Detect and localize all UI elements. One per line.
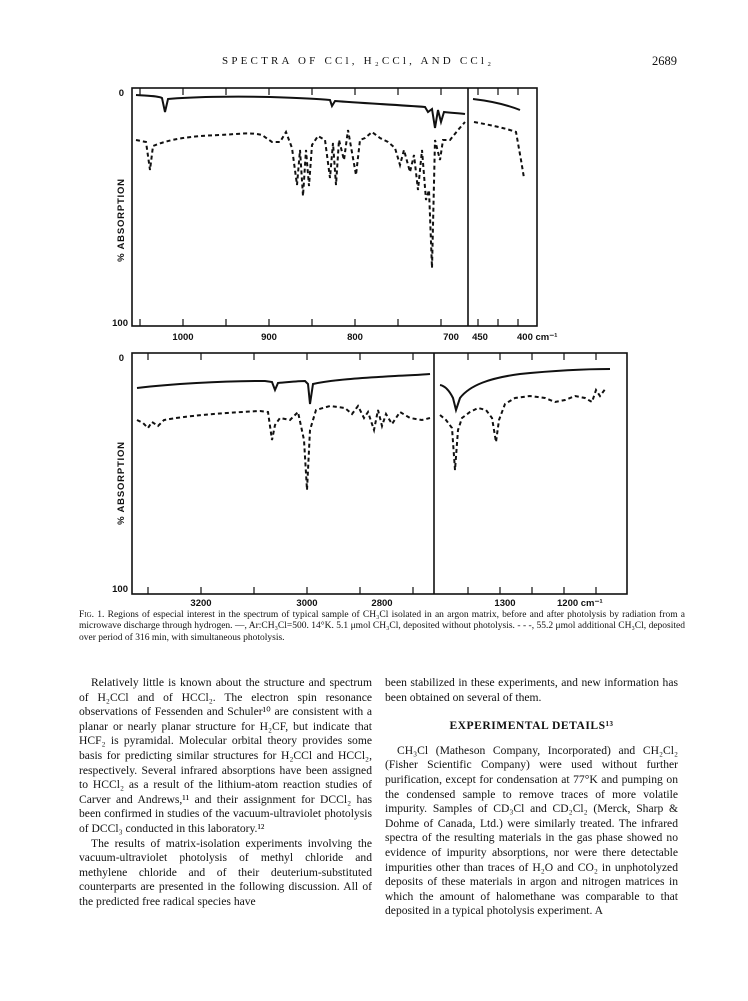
- bottom-dashed-trace: [137, 406, 430, 490]
- top-panel-bottom-ticks: [140, 319, 518, 326]
- bottom-x-tick-1200: 1200 cm⁻¹: [557, 598, 603, 609]
- top-solid-trace-right: [473, 99, 520, 110]
- bottom-solid-trace: [137, 374, 430, 404]
- bottom-x-tick-2800: 2800: [371, 598, 393, 609]
- right-paragraph-1: been stabilized in these experiments, and new information has been obtained on several of them.: [385, 676, 678, 704]
- figure-caption-label: Fig. 1.: [79, 610, 105, 620]
- bottom-x-tick-3200: 3200: [190, 598, 212, 609]
- top-y-axis-label: % ABSORPTION: [116, 178, 127, 262]
- right-column: [385, 676, 678, 919]
- top-dashed-trace: [136, 122, 465, 268]
- top-panel-top-ticks: [140, 88, 518, 95]
- bottom-y-tick-top: 0: [118, 353, 124, 364]
- running-title: SPECTRA OF CCl, H₂CCl, AND CCl₂: [222, 55, 495, 67]
- top-panel-frame: [132, 88, 537, 326]
- bottom-y-tick-bottom: 100: [112, 584, 128, 595]
- figure-caption: [79, 610, 685, 644]
- bottom-x-tick-3000: 3000: [296, 598, 318, 609]
- top-x-tick-1000: 1000: [172, 332, 194, 343]
- left-paragraph-2: The results of matrix-isolation experiments involving the vacuum-ultraviolet photolysis of methyl chloride and methylene chloride and of their deuterium-substituted counterparts are presented in the following discussion. All of the predicted free radical species have: [79, 836, 372, 908]
- right-paragraph-2: CH₃Cl (Matheson Company, Incorporated) and CH₂Cl₂ (Fisher Scientific Company) were used without further purification, except for condensation at 77°K and pumping on the condensed sample to remove traces of more volatile impurity. Samples of CD₃Cl and CD₂Cl₂ (Merck, Sharp & Dohme of Canada, Ltd.) were similarly treated. The infrared spectra of the resulting materials in the gas phase showed no evidence of impurity absorptions, nor were there detectable impurities other than traces of H₂O and CO₂ in unphotolyzed deposits of these materials in argon and nitrogen matrices in which the amount of halomethane was comparable to that deposited in a typical photolysis experiment. A: [385, 743, 678, 918]
- top-solid-trace: [136, 95, 465, 128]
- bottom-panel-top-ticks: [148, 353, 596, 360]
- top-y-tick-bottom: 100: [112, 318, 128, 329]
- bottom-panel: [112, 353, 627, 609]
- section-heading: EXPERIMENTAL DETAILS¹³: [449, 719, 614, 733]
- bottom-solid-trace-right: [440, 369, 610, 410]
- top-panel: [112, 88, 557, 343]
- top-x-tick-900: 900: [261, 332, 277, 343]
- left-paragraph-1: Relatively little is known about the structure and spectrum of H₂CCl and of HCCl₂. The electron spin resonance observations of Fessenden and Schuler¹⁰ are consistent with a planar or nearly planar structure for H₂CF, but indicate that HCF₂ is pyramidal. Molecular orbital theory provides some basis for predicting similar structures for H₂CCl and HCCl₂, respectively. Several infrared absorptions have been assigned to HCCl₂ as a result of the lithium-atom reaction studies of Carver and Andrews,¹¹ and their assignment for DCCl₂ has been confirmed in studies of the vacuum-ultraviolet photolysis of DCCl₃ conducted in this laboratory.¹²: [79, 676, 372, 835]
- bottom-panel-frame: [132, 353, 627, 594]
- bottom-y-axis-label: % ABSORPTION: [116, 441, 127, 525]
- figure-caption-text: Regions of especial interest in the spectrum of typical sample of CH₃Cl isolated in an argon matrix, before and after photolysis by radiation from a microwave discharge through hydrogen. —, Ar:CH₃Cl=500. 14°K. 5.1 μmol CH₃Cl, deposited without photolysis. - - -, 55.2 μmol additional CH₃Cl, deposited over period of 316 min, with simultaneous photolysis.: [79, 610, 686, 643]
- left-column: [79, 676, 372, 910]
- top-x-tick-700: 700: [443, 332, 459, 343]
- top-x-tick-400: 400 cm⁻¹: [517, 332, 558, 343]
- page-number: 2689: [652, 54, 677, 68]
- top-x-tick-450: 450: [472, 332, 488, 343]
- top-x-tick-800: 800: [347, 332, 363, 343]
- bottom-x-tick-1300: 1300: [494, 598, 516, 609]
- bottom-panel-bottom-ticks: [148, 587, 596, 594]
- top-dashed-trace-right: [474, 122, 524, 178]
- top-y-tick-top: 0: [118, 88, 124, 99]
- bottom-dashed-trace-right: [440, 388, 606, 470]
